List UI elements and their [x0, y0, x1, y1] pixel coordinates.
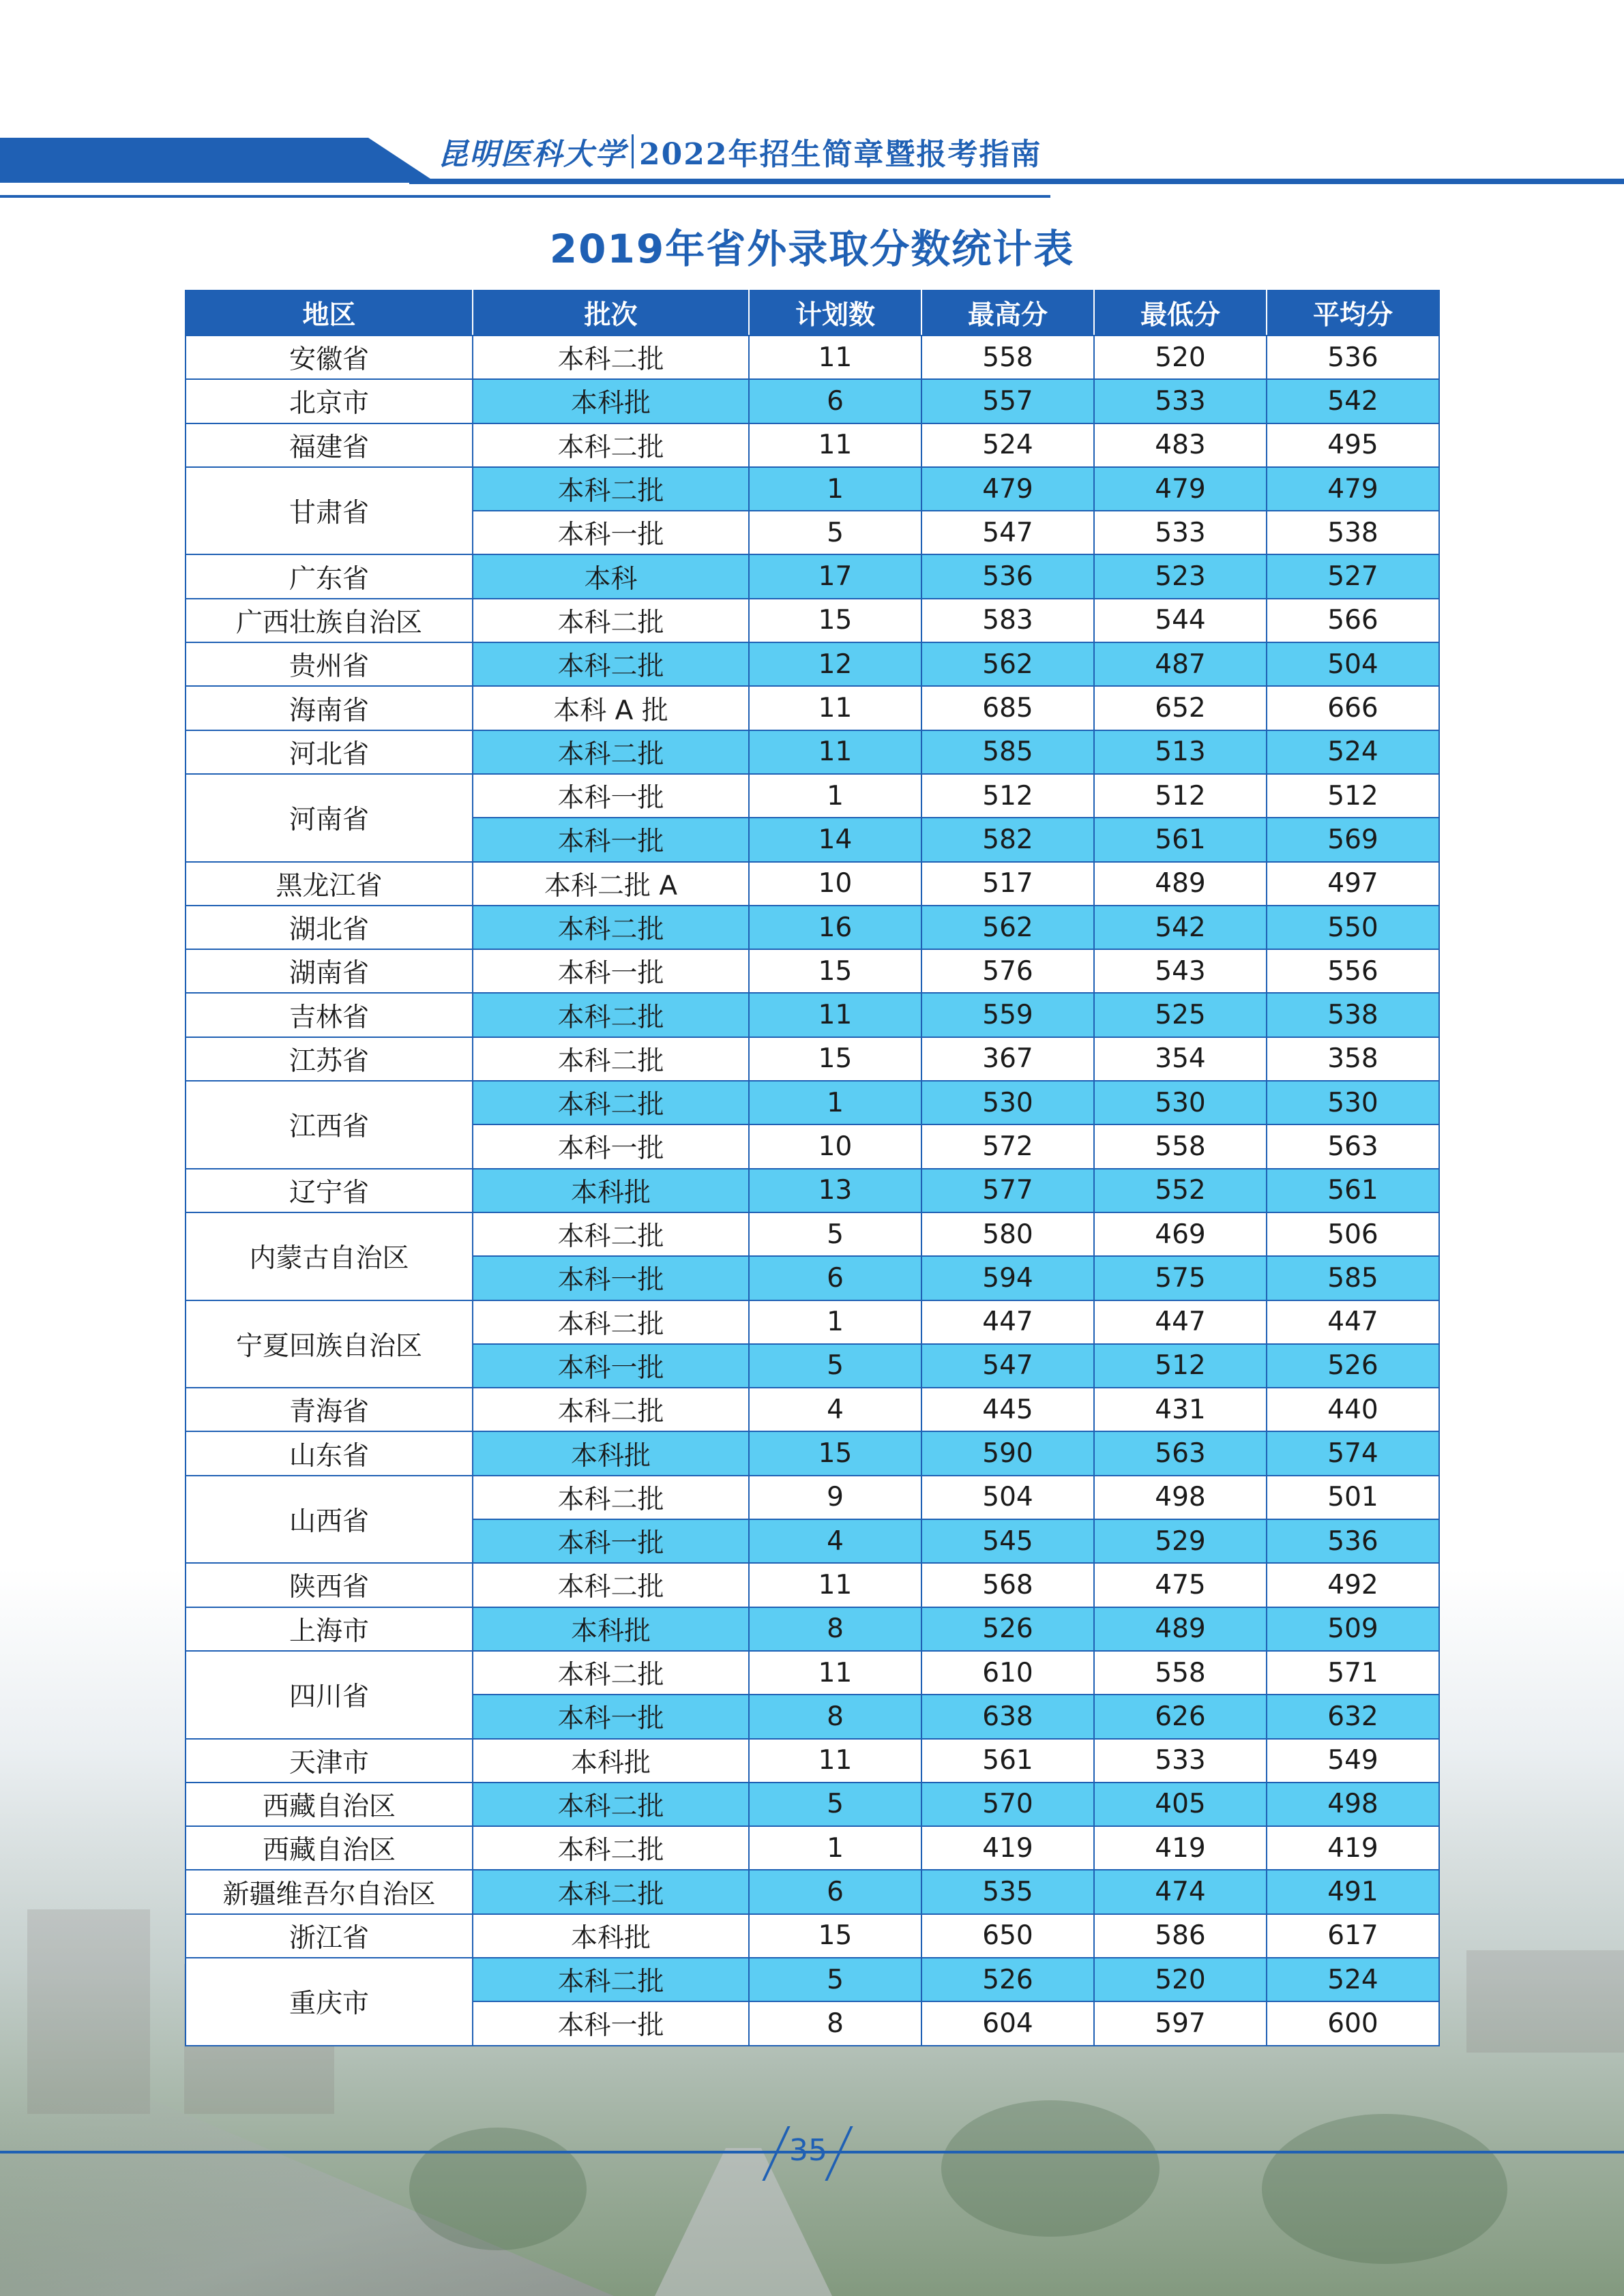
table-row	[186, 1081, 1439, 1124]
region-cell: 贵州省	[186, 642, 473, 686]
table-row	[186, 1563, 1439, 1607]
min-score-cell: 520	[1094, 1958, 1267, 2001]
min-score-cell: 405	[1094, 1783, 1267, 1826]
page-number: 35	[789, 2133, 827, 2168]
max-score-cell: 557	[921, 379, 1094, 423]
region-cell: 四川省	[186, 1651, 473, 1739]
region-cell: 西藏自治区	[186, 1783, 473, 1826]
batch-cell: 本科批	[473, 1739, 749, 1783]
max-score-cell: 517	[921, 862, 1094, 906]
min-score-cell: 489	[1094, 862, 1267, 906]
region-cell: 辽宁省	[186, 1169, 473, 1212]
background-building	[27, 1909, 150, 2114]
min-score-cell: 529	[1094, 1519, 1267, 1563]
batch-cell: 本科一批	[473, 511, 749, 554]
plan-cell: 15	[749, 949, 921, 993]
avg-score-cell: 550	[1267, 906, 1439, 949]
avg-score-cell: 538	[1267, 511, 1439, 554]
min-score-cell: 489	[1094, 1607, 1267, 1651]
batch-cell: 本科一批	[473, 1695, 749, 1738]
school-name: 昆明医科大学	[438, 137, 626, 172]
table-row	[186, 336, 1439, 379]
batch-cell: 本科一批	[473, 949, 749, 993]
admission-score-table	[185, 290, 1440, 2046]
table-row	[186, 642, 1439, 686]
region-cell: 上海市	[186, 1607, 473, 1651]
background-tree	[409, 2128, 587, 2250]
region-cell: 广东省	[186, 554, 473, 598]
min-score-cell: 487	[1094, 642, 1267, 686]
batch-cell: 本科批	[473, 1431, 749, 1475]
max-score-cell: 526	[921, 1958, 1094, 2001]
plan-cell: 11	[749, 730, 921, 774]
min-score-cell: 586	[1094, 1914, 1267, 1958]
header-accent-bar	[0, 138, 437, 183]
column-header-avg: 平均分	[1267, 290, 1439, 336]
batch-cell: 本科二批	[473, 1870, 749, 1913]
max-score-cell: 572	[921, 1124, 1094, 1168]
header-divider-thin	[0, 195, 1050, 198]
min-score-cell: 558	[1094, 1124, 1267, 1168]
batch-cell: 本科一批	[473, 2001, 749, 2045]
plan-cell: 5	[749, 1344, 921, 1388]
column-header-max: 最高分	[921, 290, 1094, 336]
min-score-cell: 354	[1094, 1037, 1267, 1081]
table-row	[186, 1739, 1439, 1783]
plan-cell: 1	[749, 774, 921, 818]
batch-cell: 本科批	[473, 1169, 749, 1212]
max-score-cell: 559	[921, 993, 1094, 1037]
batch-cell: 本科一批	[473, 1256, 749, 1300]
table-row	[186, 1958, 1439, 2001]
avg-score-cell: 524	[1267, 1958, 1439, 2001]
page-number-badge	[757, 2121, 859, 2182]
header-separator	[632, 134, 634, 168]
avg-score-cell: 498	[1267, 1783, 1439, 1826]
avg-score-cell: 447	[1267, 1300, 1439, 1344]
plan-cell: 5	[749, 511, 921, 554]
plan-cell: 6	[749, 1870, 921, 1913]
table-row	[186, 1914, 1439, 1958]
table-row	[186, 1169, 1439, 1212]
batch-cell: 本科二批	[473, 1826, 749, 1870]
max-score-cell: 562	[921, 642, 1094, 686]
plan-cell: 14	[749, 818, 921, 861]
plan-cell: 11	[749, 1739, 921, 1783]
region-cell: 山东省	[186, 1431, 473, 1475]
max-score-cell: 524	[921, 423, 1094, 467]
avg-score-cell: 574	[1267, 1431, 1439, 1475]
avg-score-cell: 538	[1267, 993, 1439, 1037]
table-row	[186, 467, 1439, 511]
max-score-cell: 504	[921, 1476, 1094, 1519]
plan-cell: 11	[749, 1651, 921, 1695]
avg-score-cell: 504	[1267, 642, 1439, 686]
table-header-row	[186, 290, 1439, 336]
region-cell: 河南省	[186, 774, 473, 862]
avg-score-cell: 569	[1267, 818, 1439, 861]
max-score-cell: 594	[921, 1256, 1094, 1300]
table-row	[186, 949, 1439, 993]
avg-score-cell: 556	[1267, 949, 1439, 993]
max-score-cell: 583	[921, 599, 1094, 642]
batch-cell: 本科二批	[473, 336, 749, 379]
region-cell: 黑龙江省	[186, 862, 473, 906]
batch-cell: 本科批	[473, 379, 749, 423]
plan-cell: 11	[749, 423, 921, 467]
batch-cell: 本科二批	[473, 642, 749, 686]
batch-cell: 本科二批	[473, 730, 749, 774]
min-score-cell: 558	[1094, 1651, 1267, 1695]
plan-cell: 15	[749, 599, 921, 642]
plan-cell: 6	[749, 379, 921, 423]
batch-cell: 本科二批	[473, 1476, 749, 1519]
max-score-cell: 558	[921, 336, 1094, 379]
plan-cell: 16	[749, 906, 921, 949]
table-row	[186, 1607, 1439, 1651]
max-score-cell: 419	[921, 1826, 1094, 1870]
plan-cell: 4	[749, 1388, 921, 1431]
batch-cell: 本科一批	[473, 818, 749, 861]
table-row	[186, 1037, 1439, 1081]
max-score-cell: 545	[921, 1519, 1094, 1563]
batch-cell: 本科二批	[473, 906, 749, 949]
table-row	[186, 862, 1439, 906]
avg-score-cell: 440	[1267, 1388, 1439, 1431]
min-score-cell: 469	[1094, 1212, 1267, 1256]
region-cell: 新疆维吾尔自治区	[186, 1870, 473, 1913]
batch-cell: 本科	[473, 554, 749, 598]
plan-cell: 6	[749, 1256, 921, 1300]
avg-score-cell: 585	[1267, 1256, 1439, 1300]
avg-score-cell: 527	[1267, 554, 1439, 598]
avg-score-cell: 501	[1267, 1476, 1439, 1519]
region-cell: 海南省	[186, 686, 473, 730]
plan-cell: 11	[749, 993, 921, 1037]
table-row	[186, 906, 1439, 949]
batch-cell: 本科一批	[473, 1344, 749, 1388]
region-cell: 甘肃省	[186, 467, 473, 555]
max-score-cell: 610	[921, 1651, 1094, 1695]
max-score-cell: 447	[921, 1300, 1094, 1344]
table-row	[186, 554, 1439, 598]
plan-cell: 11	[749, 1563, 921, 1607]
table-row	[186, 993, 1439, 1037]
max-score-cell: 512	[921, 774, 1094, 818]
max-score-cell: 577	[921, 1169, 1094, 1212]
region-cell: 浙江省	[186, 1914, 473, 1958]
avg-score-cell: 536	[1267, 336, 1439, 379]
table-body	[186, 336, 1439, 2046]
max-score-cell: 535	[921, 1870, 1094, 1913]
batch-cell: 本科一批	[473, 1124, 749, 1168]
avg-score-cell: 491	[1267, 1870, 1439, 1913]
plan-cell: 13	[749, 1169, 921, 1212]
plan-cell: 9	[749, 1476, 921, 1519]
max-score-cell: 536	[921, 554, 1094, 598]
table-row	[186, 1870, 1439, 1913]
min-score-cell: 475	[1094, 1563, 1267, 1607]
page-title: 2019年省外录取分数统计表	[549, 226, 1075, 272]
table-row	[186, 686, 1439, 730]
batch-cell: 本科二批	[473, 1958, 749, 2001]
max-score-cell: 580	[921, 1212, 1094, 1256]
column-header-plan: 计划数	[749, 290, 921, 336]
max-score-cell: 367	[921, 1037, 1094, 1081]
region-cell: 山西省	[186, 1476, 473, 1564]
min-score-cell: 575	[1094, 1256, 1267, 1300]
plan-cell: 11	[749, 336, 921, 379]
min-score-cell: 530	[1094, 1081, 1267, 1124]
table-row	[186, 1300, 1439, 1344]
min-score-cell: 525	[1094, 993, 1267, 1037]
batch-cell: 本科二批 A	[473, 862, 749, 906]
region-cell: 西藏自治区	[186, 1826, 473, 1870]
avg-score-cell: 497	[1267, 862, 1439, 906]
avg-score-cell: 542	[1267, 379, 1439, 423]
region-cell: 吉林省	[186, 993, 473, 1037]
batch-cell: 本科二批	[473, 423, 749, 467]
avg-score-cell: 563	[1267, 1124, 1439, 1168]
batch-cell: 本科二批	[473, 1783, 749, 1826]
avg-score-cell: 506	[1267, 1212, 1439, 1256]
max-score-cell: 590	[921, 1431, 1094, 1475]
region-cell: 重庆市	[186, 1958, 473, 2046]
avg-score-cell: 632	[1267, 1695, 1439, 1738]
batch-cell: 本科二批	[473, 599, 749, 642]
plan-cell: 1	[749, 467, 921, 511]
plan-cell: 5	[749, 1212, 921, 1256]
region-cell: 江西省	[186, 1081, 473, 1169]
table-row	[186, 1212, 1439, 1256]
table-row	[186, 1783, 1439, 1826]
plan-cell: 5	[749, 1958, 921, 2001]
plan-cell: 1	[749, 1081, 921, 1124]
plan-cell: 11	[749, 686, 921, 730]
batch-cell: 本科二批	[473, 1037, 749, 1081]
batch-cell: 本科批	[473, 1607, 749, 1651]
plan-cell: 10	[749, 862, 921, 906]
batch-cell: 本科一批	[473, 774, 749, 818]
region-cell: 陕西省	[186, 1563, 473, 1607]
min-score-cell: 561	[1094, 818, 1267, 861]
avg-score-cell: 530	[1267, 1081, 1439, 1124]
max-score-cell: 547	[921, 511, 1094, 554]
max-score-cell: 445	[921, 1388, 1094, 1431]
avg-score-cell: 419	[1267, 1826, 1439, 1870]
plan-cell: 15	[749, 1037, 921, 1081]
table-row	[186, 599, 1439, 642]
column-header-batch: 批次	[473, 290, 749, 336]
min-score-cell: 520	[1094, 336, 1267, 379]
avg-score-cell: 561	[1267, 1169, 1439, 1212]
min-score-cell: 431	[1094, 1388, 1267, 1431]
region-cell: 天津市	[186, 1739, 473, 1783]
column-header-min: 最低分	[1094, 290, 1267, 336]
region-cell: 安徽省	[186, 336, 473, 379]
avg-score-cell: 509	[1267, 1607, 1439, 1651]
max-score-cell: 604	[921, 2001, 1094, 2045]
batch-cell: 本科二批	[473, 1300, 749, 1344]
plan-cell: 5	[749, 1783, 921, 1826]
plan-cell: 1	[749, 1826, 921, 1870]
avg-score-cell: 524	[1267, 730, 1439, 774]
region-cell: 北京市	[186, 379, 473, 423]
min-score-cell: 563	[1094, 1431, 1267, 1475]
min-score-cell: 513	[1094, 730, 1267, 774]
table-row	[186, 774, 1439, 818]
min-score-cell: 419	[1094, 1826, 1267, 1870]
plan-cell: 8	[749, 1607, 921, 1651]
max-score-cell: 638	[921, 1695, 1094, 1738]
max-score-cell: 585	[921, 730, 1094, 774]
region-cell: 湖北省	[186, 906, 473, 949]
min-score-cell: 544	[1094, 599, 1267, 642]
max-score-cell: 576	[921, 949, 1094, 993]
background-tree	[1262, 2114, 1507, 2264]
min-score-cell: 474	[1094, 1870, 1267, 1913]
batch-cell: 本科二批	[473, 1651, 749, 1695]
min-score-cell: 523	[1094, 554, 1267, 598]
background-building	[1466, 1950, 1624, 2053]
table-row	[186, 1651, 1439, 1695]
max-score-cell: 561	[921, 1739, 1094, 1783]
min-score-cell: 597	[1094, 2001, 1267, 2045]
min-score-cell: 652	[1094, 686, 1267, 730]
min-score-cell: 542	[1094, 906, 1267, 949]
max-score-cell: 685	[921, 686, 1094, 730]
plan-cell: 8	[749, 1695, 921, 1738]
plan-cell: 10	[749, 1124, 921, 1168]
avg-score-cell: 512	[1267, 774, 1439, 818]
region-cell: 江苏省	[186, 1037, 473, 1081]
avg-score-cell: 526	[1267, 1344, 1439, 1388]
avg-score-cell: 536	[1267, 1519, 1439, 1563]
avg-score-cell: 566	[1267, 599, 1439, 642]
max-score-cell: 547	[921, 1344, 1094, 1388]
avg-score-cell: 549	[1267, 1739, 1439, 1783]
plan-cell: 15	[749, 1914, 921, 1958]
batch-cell: 本科二批	[473, 1388, 749, 1431]
table-row	[186, 423, 1439, 467]
region-cell: 内蒙古自治区	[186, 1212, 473, 1300]
avg-score-cell: 666	[1267, 686, 1439, 730]
min-score-cell: 533	[1094, 511, 1267, 554]
region-cell: 河北省	[186, 730, 473, 774]
column-header-region: 地区	[186, 290, 473, 336]
min-score-cell: 512	[1094, 774, 1267, 818]
header-divider	[409, 179, 1624, 184]
header-title	[438, 130, 1042, 173]
min-score-cell: 512	[1094, 1344, 1267, 1388]
batch-cell: 本科二批	[473, 1212, 749, 1256]
avg-score-cell: 492	[1267, 1563, 1439, 1607]
plan-cell: 1	[749, 1300, 921, 1344]
max-score-cell: 530	[921, 1081, 1094, 1124]
avg-score-cell: 479	[1267, 467, 1439, 511]
table-row	[186, 1826, 1439, 1870]
batch-cell: 本科二批	[473, 993, 749, 1037]
min-score-cell: 533	[1094, 379, 1267, 423]
plan-cell: 15	[749, 1431, 921, 1475]
region-cell: 宁夏回族自治区	[186, 1300, 473, 1388]
region-cell: 广西壮族自治区	[186, 599, 473, 642]
min-score-cell: 543	[1094, 949, 1267, 993]
table-row	[186, 1476, 1439, 1519]
min-score-cell: 626	[1094, 1695, 1267, 1738]
region-cell: 青海省	[186, 1388, 473, 1431]
plan-cell: 4	[749, 1519, 921, 1563]
max-score-cell: 562	[921, 906, 1094, 949]
max-score-cell: 479	[921, 467, 1094, 511]
min-score-cell: 483	[1094, 423, 1267, 467]
table-row	[186, 379, 1439, 423]
avg-score-cell: 571	[1267, 1651, 1439, 1695]
batch-cell: 本科二批	[473, 1081, 749, 1124]
batch-cell: 本科 A 批	[473, 686, 749, 730]
max-score-cell: 526	[921, 1607, 1094, 1651]
plan-cell: 8	[749, 2001, 921, 2045]
batch-cell: 本科二批	[473, 1563, 749, 1607]
table-row	[186, 1388, 1439, 1431]
table-row	[186, 1431, 1439, 1475]
plan-cell: 12	[749, 642, 921, 686]
min-score-cell: 533	[1094, 1739, 1267, 1783]
batch-cell: 本科一批	[473, 1519, 749, 1563]
batch-cell: 本科批	[473, 1914, 749, 1958]
plan-cell: 17	[749, 554, 921, 598]
avg-score-cell: 495	[1267, 423, 1439, 467]
avg-score-cell: 600	[1267, 2001, 1439, 2045]
max-score-cell: 650	[921, 1914, 1094, 1958]
region-cell: 湖南省	[186, 949, 473, 993]
min-score-cell: 498	[1094, 1476, 1267, 1519]
max-score-cell: 568	[921, 1563, 1094, 1607]
table-row	[186, 730, 1439, 774]
region-cell: 福建省	[186, 423, 473, 467]
max-score-cell: 582	[921, 818, 1094, 861]
header-subtitle: 2022年招生简章暨报考指南	[639, 137, 1042, 172]
avg-score-cell: 358	[1267, 1037, 1439, 1081]
max-score-cell: 570	[921, 1783, 1094, 1826]
batch-cell: 本科二批	[473, 467, 749, 511]
min-score-cell: 552	[1094, 1169, 1267, 1212]
min-score-cell: 479	[1094, 467, 1267, 511]
background-tree	[941, 2100, 1160, 2237]
min-score-cell: 447	[1094, 1300, 1267, 1344]
avg-score-cell: 617	[1267, 1914, 1439, 1958]
